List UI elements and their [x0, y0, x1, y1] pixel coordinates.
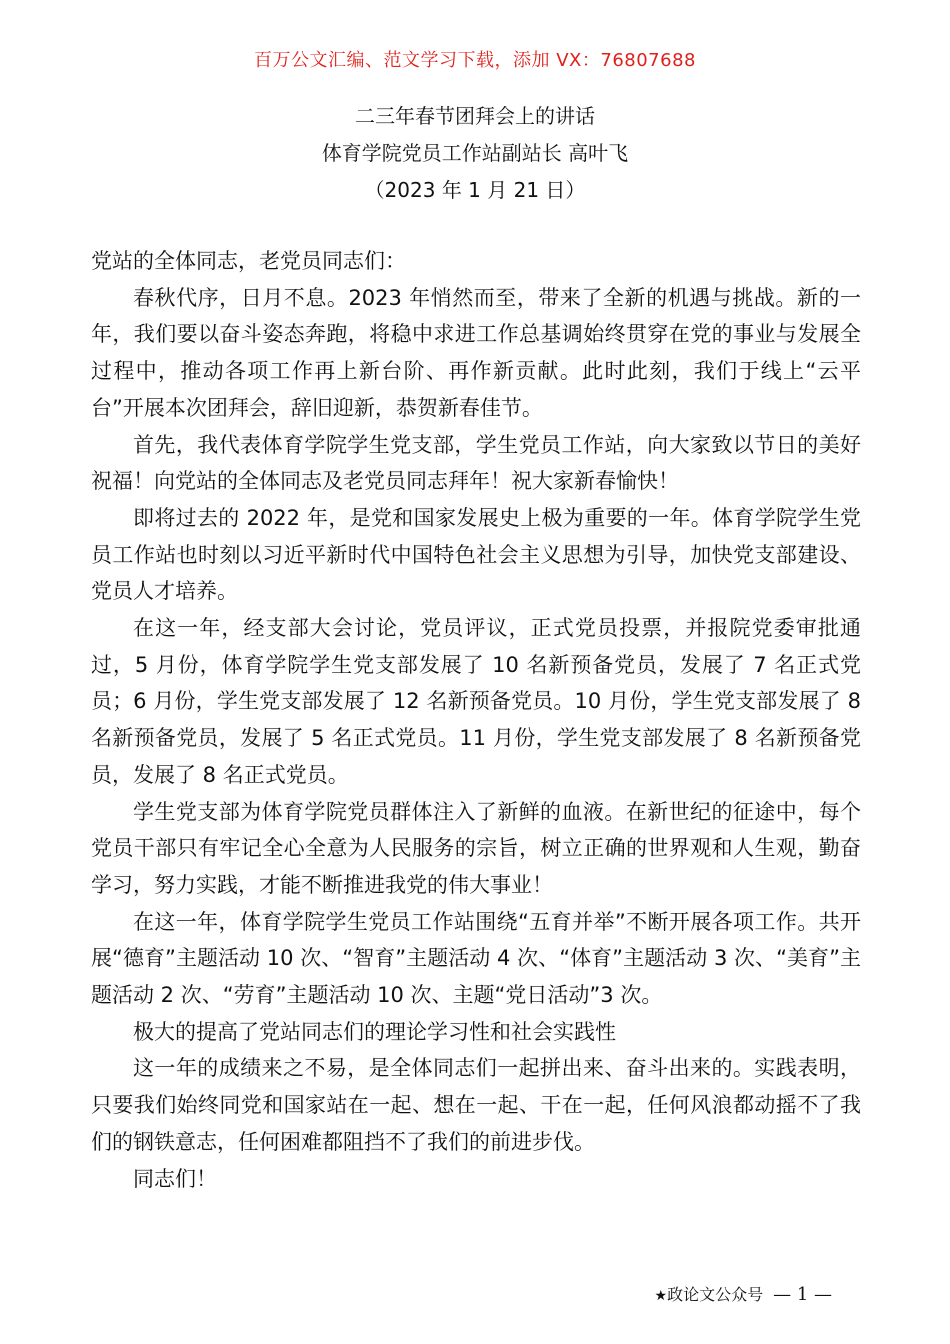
page-footer: [655, 1282, 832, 1305]
watermark-banner: 百万公文汇编、范文学习下载，添加 VX：76807688: [254, 50, 696, 71]
document-header: [0, 98, 950, 209]
document-body: [91, 243, 861, 1197]
salutation: 党站的全体同志，老党员同志们：: [91, 249, 406, 273]
paragraph: 极大的提高了党站同志们的理论学习性和社会实践性: [133, 1019, 616, 1044]
star-icon: ★: [654, 1288, 668, 1304]
paragraph: 首先，我代表体育学院学生党支部，学生党员工作站，向大家致以节日的美好祝福！向党站的全体同志及老党员同志拜年！祝大家新春愉快！: [91, 432, 861, 494]
footer-source: 政论文公众号: [667, 1285, 764, 1304]
paragraph: 同志们！: [133, 1166, 217, 1191]
paragraph: 春秋代序，日月不息。2023 年悄然而至，带来了全新的机遇与挑战。新的一年，我们要以奋斗姿态奔跑，将稳中求进工作总基调始终贯穿在党的事业与发展全过程中，推动各项工作再上新台阶、再作新贡献。此时此刻，我们于线上“云平台”开展本次团拜会，辞旧迎新，恭贺新春佳节。: [91, 285, 861, 420]
paragraph: 即将过去的 2022 年，是党和国家发展史上极为重要的一年。体育学院学生党员工作站也时刻以习近平新时代中国特色社会主义思想为引导，加快党支部建设、党员人才培养。: [91, 505, 861, 604]
document-title: 二三年春节团拜会上的讲话: [355, 104, 595, 128]
speech-date: （2023 年 1 月 21 日）: [364, 178, 586, 202]
page-number: — 1 —: [773, 1284, 832, 1305]
paragraph: 这一年的成绩来之不易，是全体同志们一起拼出来、奋斗出来的。实践表明，只要我们始终同党和国家站在一起、想在一起、干在一起，任何风浪都动摇不了我们的钢铁意志，任何困难都阻挡不了我们的前进步伐。: [91, 1056, 861, 1154]
paragraph: 在这一年，经支部大会讨论，党员评议，正式党员投票，并报院党委审批通过，5 月份，体育学院学生党支部发展了 10 名新预备党员，发展了 7 名正式党员；6 月份，学生党支部发展了 12 名新预备党员。10 月份，学生党支部发展了 8 名新预备党员，发展了 5 名正式党员。11 月份，学生党支部发展了 8 名新预备党员，发展了 8 名正式党员。: [91, 616, 861, 787]
speaker-line: 体育学院党员工作站副站长 高叶飞: [321, 141, 629, 165]
paragraph: 在这一年，体育学院学生党员工作站围绕“五育并举”不断开展各项工作。共开展“德育”主题活动 10 次、“智育”主题活动 4 次、“体育”主题活动 3 次、“美育”主题活动 2 次、“劳育”主题活动 10 次、主题“党日活动”3 次。: [91, 909, 861, 1008]
paragraph: 学生党支部为体育学院党员群体注入了新鲜的血液。在新世纪的征途中，每个党员干部只有牢记全心全意为人民服务的宗旨，树立正确的世界观和人生观，勤奋学习，努力实践，才能不断推进我党的伟大事业！: [91, 799, 861, 897]
